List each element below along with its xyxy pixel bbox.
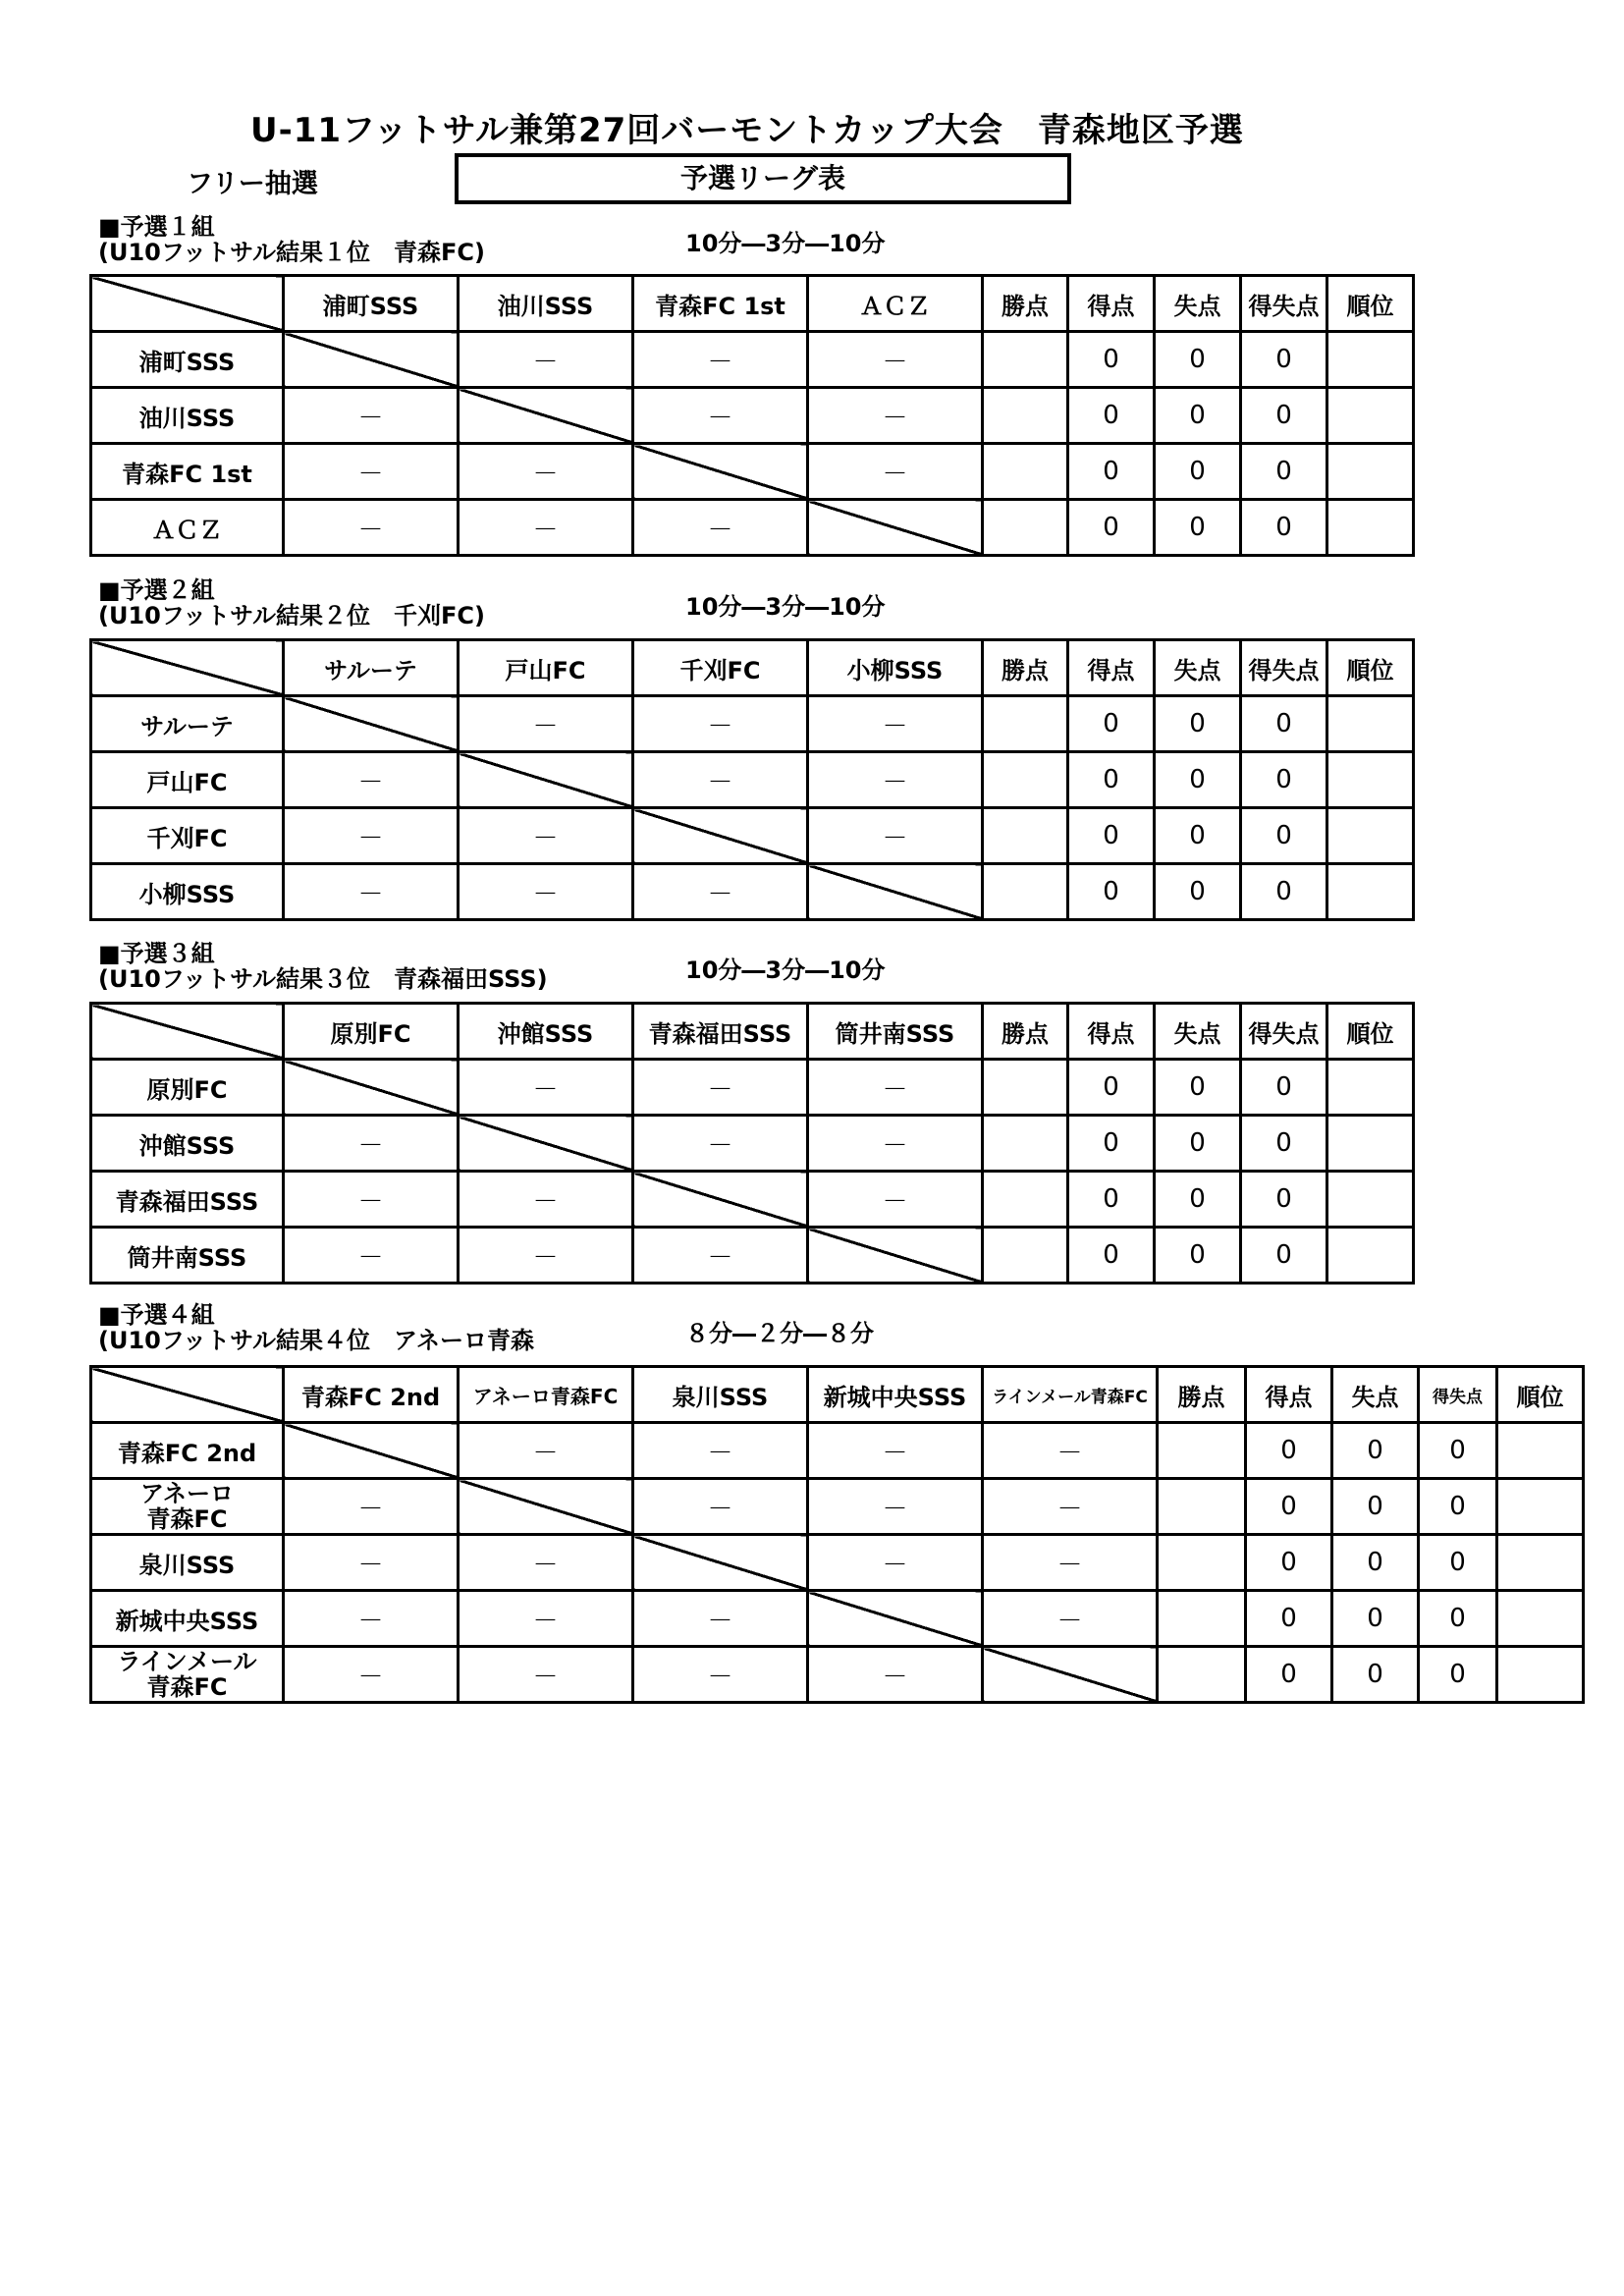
points-cell [983, 808, 1068, 864]
match-result-cell: － [284, 1479, 459, 1535]
match-result-cell: － [459, 864, 633, 920]
column-team-name: アネーロ青森FC [459, 1367, 633, 1423]
match-result-cell: － [633, 1479, 808, 1535]
team-row [91, 444, 1414, 500]
goal-difference-cell: 0 [1241, 444, 1327, 500]
league-table-4 [89, 1365, 1585, 1704]
self-match-cell [284, 1060, 459, 1116]
rank-cell [1327, 696, 1414, 752]
header-row [91, 640, 1414, 696]
row-team-name: 浦町SSS [91, 332, 284, 388]
team-row [91, 752, 1414, 808]
row-team-name: 沖館SSS [91, 1116, 284, 1172]
match-result-cell: － [459, 1535, 633, 1591]
match-result-cell: － [983, 1535, 1158, 1591]
team-row [91, 808, 1414, 864]
row-team-name: ＡＣＺ [91, 500, 284, 556]
league-table-1 [89, 274, 1415, 557]
match-result-cell: － [459, 1228, 633, 1284]
match-result-cell: － [808, 388, 983, 444]
row-team-name: 筒井南SSS [91, 1228, 284, 1284]
row-team-name: 千刈FC [91, 808, 284, 864]
rank-cell [1327, 388, 1414, 444]
match-result-cell: － [633, 752, 808, 808]
match-result-cell: － [633, 696, 808, 752]
stat-header: 勝点 [983, 276, 1068, 332]
goal-difference-cell: 0 [1241, 1116, 1327, 1172]
match-result-cell: － [284, 1228, 459, 1284]
goals-against-cell: 0 [1155, 864, 1241, 920]
row-team-name: 青森FC 2nd [91, 1423, 284, 1479]
points-cell [983, 444, 1068, 500]
row-team-name: 青森FC 1st [91, 444, 284, 500]
points-cell [1158, 1591, 1246, 1647]
goals-for-cell: 0 [1068, 500, 1155, 556]
row-team-name: 小柳SSS [91, 864, 284, 920]
self-match-cell [284, 696, 459, 752]
points-cell [983, 388, 1068, 444]
row-team-name-line: ラインメール [117, 1648, 257, 1675]
corner-cell [91, 276, 284, 332]
goals-for-cell: 0 [1068, 1116, 1155, 1172]
rank-cell [1327, 500, 1414, 556]
team-row [91, 1423, 1584, 1479]
column-team-name: 原別FC [284, 1004, 459, 1060]
match-timing: ８分―２分―８分 [685, 1320, 874, 1347]
match-result-cell: － [633, 332, 808, 388]
match-result-cell: － [633, 1228, 808, 1284]
points-cell [1158, 1423, 1246, 1479]
match-result-cell: － [633, 1591, 808, 1647]
team-row [91, 1172, 1414, 1228]
self-match-cell [808, 1228, 983, 1284]
stat-header: 勝点 [983, 640, 1068, 696]
column-team-name: 戸山FC [459, 640, 633, 696]
goal-difference-cell: 0 [1241, 332, 1327, 388]
goals-for-cell: 0 [1068, 752, 1155, 808]
group-seed: (U10フットサル結果１位 青森FC) [98, 239, 485, 266]
goals-against-cell: 0 [1155, 444, 1241, 500]
match-result-cell: － [633, 500, 808, 556]
match-result-cell: － [459, 1423, 633, 1479]
goals-against-cell: 0 [1155, 752, 1241, 808]
goals-against-cell: 0 [1332, 1535, 1419, 1591]
group-header-2 [98, 577, 485, 629]
goals-for-cell: 0 [1068, 1172, 1155, 1228]
self-match-cell [459, 1479, 633, 1535]
league-table-2 [89, 638, 1415, 921]
row-team-name: 青森福田SSS [91, 1172, 284, 1228]
rank-cell [1497, 1647, 1584, 1703]
points-cell [1158, 1647, 1246, 1703]
goals-against-cell: 0 [1155, 332, 1241, 388]
stat-header: 得点 [1068, 1004, 1155, 1060]
goals-for-cell: 0 [1246, 1591, 1332, 1647]
self-match-cell [633, 1172, 808, 1228]
header-row [91, 276, 1414, 332]
match-result-cell: － [808, 808, 983, 864]
match-result-cell: － [459, 696, 633, 752]
column-team-name: 青森FC 2nd [284, 1367, 459, 1423]
match-result-cell: － [284, 808, 459, 864]
self-match-cell [808, 864, 983, 920]
match-result-cell: － [633, 1060, 808, 1116]
goals-for-cell: 0 [1068, 808, 1155, 864]
goal-difference-cell: 0 [1241, 696, 1327, 752]
goals-against-cell: 0 [1155, 388, 1241, 444]
match-result-cell: － [808, 1535, 983, 1591]
match-result-cell: － [808, 1423, 983, 1479]
match-result-cell: － [808, 752, 983, 808]
stat-header: 得失点 [1419, 1367, 1497, 1423]
self-match-cell [633, 1535, 808, 1591]
goal-difference-cell: 0 [1241, 752, 1327, 808]
group-header-1 [98, 214, 485, 265]
stat-header: 失点 [1155, 640, 1241, 696]
group-seed: (U10フットサル結果３位 青森福田SSS) [98, 965, 548, 993]
team-row [91, 1479, 1584, 1535]
self-match-cell [808, 500, 983, 556]
goals-for-cell: 0 [1068, 332, 1155, 388]
match-result-cell: － [633, 1423, 808, 1479]
goals-against-cell: 0 [1155, 1172, 1241, 1228]
rank-cell [1327, 864, 1414, 920]
group-name: ■予選３組 [98, 940, 215, 967]
points-cell [983, 1060, 1068, 1116]
goals-against-cell: 0 [1332, 1647, 1419, 1703]
match-result-cell: － [808, 332, 983, 388]
draw-method: フリー抽選 [187, 169, 318, 199]
match-result-cell: － [633, 1647, 808, 1703]
goals-for-cell: 0 [1068, 1228, 1155, 1284]
rank-cell [1327, 1172, 1414, 1228]
column-team-name: ＡＣＺ [808, 276, 983, 332]
row-team-name-line: 青森FC [146, 1505, 228, 1533]
corner-cell [91, 1004, 284, 1060]
goals-for-cell: 0 [1068, 696, 1155, 752]
goal-difference-cell: 0 [1419, 1647, 1497, 1703]
column-team-name: 筒井南SSS [808, 1004, 983, 1060]
match-result-cell: － [459, 1060, 633, 1116]
column-team-name: 泉川SSS [633, 1367, 808, 1423]
goal-difference-cell: 0 [1241, 388, 1327, 444]
column-team-name: 浦町SSS [284, 276, 459, 332]
match-result-cell: － [284, 1172, 459, 1228]
self-match-cell [808, 1591, 983, 1647]
self-match-cell [459, 1116, 633, 1172]
goal-difference-cell: 0 [1419, 1479, 1497, 1535]
column-team-name: 青森福田SSS [633, 1004, 808, 1060]
group-seed: (U10フットサル結果２位 千刈FC) [98, 602, 485, 629]
team-row [91, 1116, 1414, 1172]
match-result-cell: － [459, 1591, 633, 1647]
goals-for-cell: 0 [1068, 444, 1155, 500]
team-row [91, 864, 1414, 920]
stat-header: 得点 [1246, 1367, 1332, 1423]
column-team-name: 油川SSS [459, 276, 633, 332]
row-team-name-line: 青森FC [146, 1673, 228, 1701]
match-result-cell: － [808, 444, 983, 500]
match-result-cell: － [808, 1479, 983, 1535]
stat-header: 得失点 [1241, 276, 1327, 332]
header-row [91, 1367, 1584, 1423]
match-result-cell: － [284, 1647, 459, 1703]
team-row [91, 500, 1414, 556]
row-team-name: 新城中央SSS [91, 1591, 284, 1647]
team-row [91, 696, 1414, 752]
stat-header: 勝点 [1158, 1367, 1246, 1423]
goal-difference-cell: 0 [1241, 1228, 1327, 1284]
stat-header: 失点 [1155, 1004, 1241, 1060]
stat-header: 順位 [1327, 1004, 1414, 1060]
self-match-cell [284, 1423, 459, 1479]
points-cell [983, 1228, 1068, 1284]
self-match-cell [459, 752, 633, 808]
match-result-cell: － [808, 696, 983, 752]
team-row [91, 1647, 1584, 1703]
goal-difference-cell: 0 [1241, 864, 1327, 920]
rank-cell [1327, 808, 1414, 864]
match-result-cell: － [459, 1172, 633, 1228]
goals-for-cell: 0 [1246, 1423, 1332, 1479]
team-row [91, 1228, 1414, 1284]
row-team-name [91, 1647, 284, 1703]
rank-cell [1497, 1423, 1584, 1479]
match-result-cell: － [459, 500, 633, 556]
page-title: U-11フットサル兼第27回バーモントカップ大会 青森地区予選 [250, 111, 1244, 150]
stat-header: 順位 [1497, 1367, 1584, 1423]
team-row [91, 332, 1414, 388]
match-result-cell: － [284, 752, 459, 808]
stat-header: 得点 [1068, 640, 1155, 696]
goals-for-cell: 0 [1068, 388, 1155, 444]
rank-cell [1327, 444, 1414, 500]
match-result-cell: － [808, 1172, 983, 1228]
column-team-name: 千刈FC [633, 640, 808, 696]
points-cell [983, 1172, 1068, 1228]
points-cell [983, 332, 1068, 388]
goals-against-cell: 0 [1332, 1423, 1419, 1479]
self-match-cell [284, 332, 459, 388]
points-cell [983, 864, 1068, 920]
goals-against-cell: 0 [1155, 1116, 1241, 1172]
rank-cell [1497, 1591, 1584, 1647]
match-result-cell: － [633, 388, 808, 444]
goals-against-cell: 0 [1155, 696, 1241, 752]
goals-for-cell: 0 [1068, 864, 1155, 920]
stat-header: 失点 [1332, 1367, 1419, 1423]
corner-cell [91, 1367, 284, 1423]
goals-for-cell: 0 [1068, 1060, 1155, 1116]
league-table-3 [89, 1002, 1415, 1285]
group-name: ■予選２組 [98, 576, 215, 604]
row-team-name: 泉川SSS [91, 1535, 284, 1591]
team-row [91, 388, 1414, 444]
column-team-name: 小柳SSS [808, 640, 983, 696]
match-result-cell: － [983, 1479, 1158, 1535]
points-cell [983, 752, 1068, 808]
match-result-cell: － [284, 1116, 459, 1172]
goal-difference-cell: 0 [1419, 1423, 1497, 1479]
stat-header: 得失点 [1241, 1004, 1327, 1060]
rank-cell [1497, 1479, 1584, 1535]
match-result-cell: － [983, 1423, 1158, 1479]
rank-cell [1327, 752, 1414, 808]
corner-cell [91, 640, 284, 696]
match-result-cell: － [633, 864, 808, 920]
match-result-cell: － [284, 1591, 459, 1647]
match-result-cell: － [459, 1647, 633, 1703]
rank-cell [1327, 1228, 1414, 1284]
points-cell [983, 696, 1068, 752]
match-result-cell: － [633, 1116, 808, 1172]
match-result-cell: － [284, 1535, 459, 1591]
match-timing: 10分―3分―10分 [685, 957, 886, 984]
row-team-name: 原別FC [91, 1060, 284, 1116]
goals-against-cell: 0 [1155, 1060, 1241, 1116]
goals-for-cell: 0 [1246, 1479, 1332, 1535]
match-result-cell: － [983, 1591, 1158, 1647]
points-cell [1158, 1479, 1246, 1535]
match-result-cell: － [459, 808, 633, 864]
self-match-cell [459, 388, 633, 444]
goal-difference-cell: 0 [1241, 1172, 1327, 1228]
goals-against-cell: 0 [1332, 1591, 1419, 1647]
self-match-cell [633, 808, 808, 864]
rank-cell [1327, 332, 1414, 388]
row-team-name: 戸山FC [91, 752, 284, 808]
match-timing: 10分―3分―10分 [685, 230, 886, 257]
match-timing: 10分―3分―10分 [685, 593, 886, 621]
goals-against-cell: 0 [1155, 500, 1241, 556]
goals-against-cell: 0 [1155, 1228, 1241, 1284]
goal-difference-cell: 0 [1241, 1060, 1327, 1116]
row-team-name: 油川SSS [91, 388, 284, 444]
points-cell [1158, 1535, 1246, 1591]
group-header-3 [98, 941, 548, 992]
stat-header: 得失点 [1241, 640, 1327, 696]
sheet-title: 予選リーグ表 [455, 153, 1071, 204]
goals-against-cell: 0 [1332, 1479, 1419, 1535]
header-row [91, 1004, 1414, 1060]
points-cell [983, 500, 1068, 556]
self-match-cell [633, 444, 808, 500]
group-name: ■予選４組 [98, 1301, 215, 1329]
column-team-name: 青森FC 1st [633, 276, 808, 332]
row-team-name: サルーテ [91, 696, 284, 752]
goal-difference-cell: 0 [1241, 500, 1327, 556]
column-team-name: サルーテ [284, 640, 459, 696]
stat-header: 失点 [1155, 276, 1241, 332]
row-team-name-line: アネーロ [139, 1480, 235, 1507]
match-result-cell: － [808, 1116, 983, 1172]
match-result-cell: － [808, 1647, 983, 1703]
column-team-name: ラインメール青森FC [983, 1367, 1158, 1423]
match-result-cell: － [284, 444, 459, 500]
column-team-name: 新城中央SSS [808, 1367, 983, 1423]
match-result-cell: － [284, 388, 459, 444]
group-name: ■予選１組 [98, 213, 215, 241]
row-team-name [91, 1479, 284, 1535]
team-row [91, 1591, 1584, 1647]
rank-cell [1327, 1060, 1414, 1116]
goals-for-cell: 0 [1246, 1647, 1332, 1703]
points-cell [983, 1116, 1068, 1172]
self-match-cell [983, 1647, 1158, 1703]
stat-header: 順位 [1327, 276, 1414, 332]
group-header-4 [98, 1302, 534, 1353]
match-result-cell: － [459, 332, 633, 388]
match-result-cell: － [284, 864, 459, 920]
stat-header: 順位 [1327, 640, 1414, 696]
goal-difference-cell: 0 [1419, 1535, 1497, 1591]
team-row [91, 1535, 1584, 1591]
team-row [91, 1060, 1414, 1116]
stat-header: 得点 [1068, 276, 1155, 332]
goals-for-cell: 0 [1246, 1535, 1332, 1591]
group-seed: (U10フットサル結果４位 アネーロ青森 [98, 1327, 535, 1354]
match-result-cell: － [284, 500, 459, 556]
rank-cell [1497, 1535, 1584, 1591]
goal-difference-cell: 0 [1241, 808, 1327, 864]
goals-against-cell: 0 [1155, 808, 1241, 864]
stat-header: 勝点 [983, 1004, 1068, 1060]
match-result-cell: － [459, 444, 633, 500]
column-team-name: 沖館SSS [459, 1004, 633, 1060]
match-result-cell: － [808, 1060, 983, 1116]
rank-cell [1327, 1116, 1414, 1172]
goal-difference-cell: 0 [1419, 1591, 1497, 1647]
